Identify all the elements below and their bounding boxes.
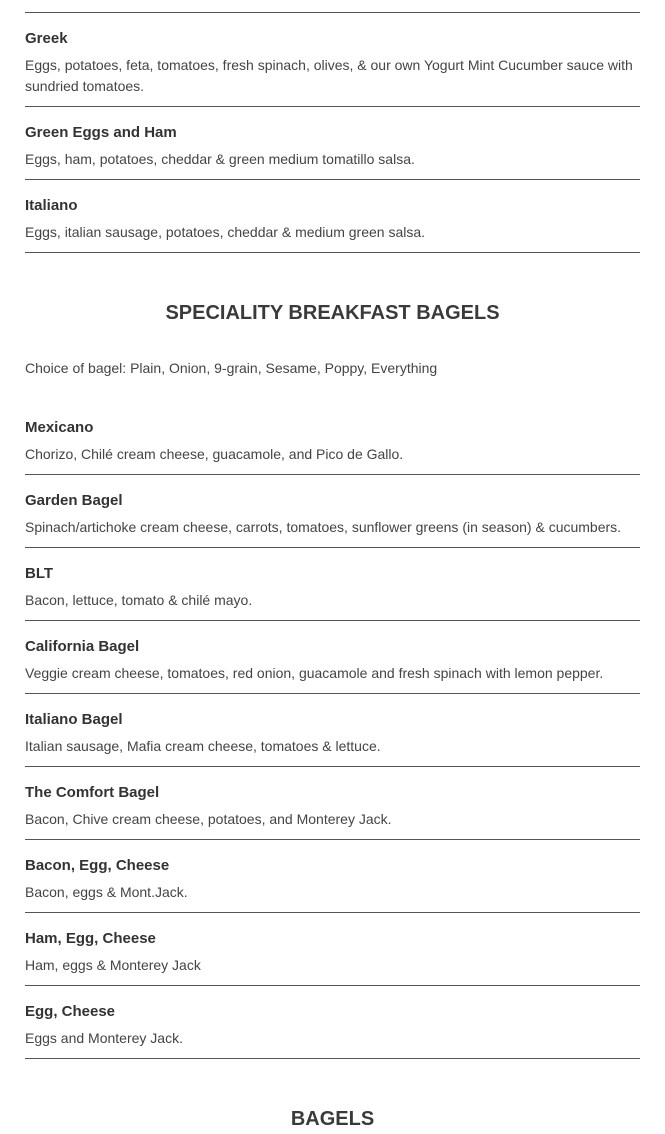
item-description: Veggie cream cheese, tomatoes, red onion, guacamole and fresh spinach with lemon pepper. (25, 665, 604, 681)
item-description: Italian sausage, Mafia cream cheese, tomatoes & lettuce. (25, 738, 381, 754)
menu-item (25, 475, 640, 548)
item-description (25, 0, 640, 3)
item-name: Mexicano (25, 419, 94, 436)
item-description: Eggs, italian sausage, potatoes, cheddar & medium green salsa. (25, 224, 426, 240)
item-description: Eggs, ham, potatoes, cheddar & green medium tomatillo salsa. (25, 151, 415, 167)
menu-item (25, 986, 640, 1059)
item-description: Eggs, potatoes, feta, tomatoes, fresh spinach, olives, & our own Yogurt Mint Cucumber sauce with sundried tomatoes. (25, 57, 633, 94)
item-description: Eggs and Monterey Jack. (25, 1030, 183, 1046)
bagel-choice-note: Choice of bagel: Plain, Onion, 9-grain, Sesame, Poppy, Everything (25, 360, 438, 376)
item-description: Bacon, eggs & Mont.Jack. (25, 884, 188, 900)
menu-item (25, 840, 640, 913)
item-description: Bacon, Chive cream cheese, potatoes, and Monterey Jack. (25, 811, 392, 827)
item-description: Chorizo, Chilé cream cheese, guacamole, and Pico de Gallo. (25, 446, 404, 462)
section-title-speciality-bagels: SPECIALITY BREAKFAST BAGELS (165, 302, 500, 324)
menu-item (25, 694, 640, 767)
item-description: Spinach/artichoke cream cheese, carrots, tomatoes, sunflower greens (in season) & cucumbers. (25, 519, 622, 535)
item-description: Ham, eggs & Monterey Jack (25, 957, 201, 973)
menu-item (25, 107, 640, 180)
menu-item (25, 417, 640, 475)
menu-item (25, 767, 640, 840)
item-name: BLT (25, 565, 54, 582)
item-name: Italiano Bagel (25, 711, 123, 728)
menu-page (25, 0, 640, 1134)
item-name: California Bagel (25, 638, 140, 655)
item-name: Greek (25, 30, 68, 47)
item-name: The Comfort Bagel (25, 784, 160, 801)
item-name: Bacon, Egg, Cheese (25, 857, 170, 874)
section-title-bagels: BAGELS (290, 1108, 375, 1130)
menu-item (25, 13, 640, 107)
item-name: Egg, Cheese (25, 1003, 116, 1020)
item-name: Italiano (25, 197, 78, 214)
menu-item (25, 0, 640, 13)
menu-item (25, 913, 640, 986)
item-description: Bacon, lettuce, tomato & chilé mayo. (25, 592, 253, 608)
item-name: Garden Bagel (25, 492, 123, 509)
menu-item (25, 180, 640, 253)
item-name: Ham, Egg, Cheese (25, 930, 156, 947)
menu-item (25, 621, 640, 694)
item-name: Green Eggs and Ham (25, 124, 177, 141)
menu-item (25, 548, 640, 621)
